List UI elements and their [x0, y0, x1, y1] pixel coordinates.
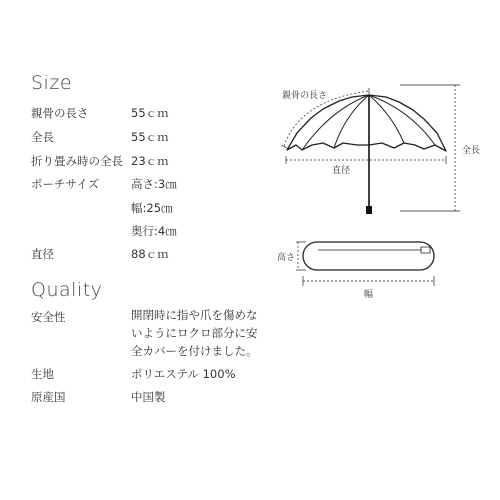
total-length-label: 全長	[462, 146, 481, 156]
size-value-total-length: 55ｃｍ	[131, 130, 169, 144]
size-label-rib-length: 親骨の長さ	[31, 106, 89, 120]
pouch-width-label: 幅	[364, 290, 374, 300]
diameter-label: 直径	[332, 166, 351, 176]
umbrella-handle	[366, 206, 372, 214]
umbrella-canopy-outline	[287, 95, 446, 151]
pouch-height-label: 高さ	[277, 253, 296, 263]
quality-value-safety: 開閉時に指や爪を傷めないようにロクロ部分に安全カバーを付けました。	[131, 308, 258, 358]
size-value-pouch-width: 幅:25㎝	[131, 201, 173, 215]
size-heading: Size	[31, 72, 73, 94]
size-value-folded-length: 23ｃｍ	[131, 154, 169, 168]
size-value-pouch-height: 高さ:3㎝	[131, 177, 177, 191]
rib-length-label: 親骨の長さ	[282, 91, 328, 101]
quality-heading: Quality	[31, 279, 103, 301]
size-label-pouch-size: ポーチサイズ	[31, 177, 100, 191]
size-label-total-length: 全長	[31, 130, 54, 144]
quality-value-origin: 中国製	[131, 390, 166, 404]
quality-label-origin: 原産国	[31, 390, 66, 404]
size-value-diameter: 88ｃｍ	[131, 247, 169, 261]
size-value-rib-length: 55ｃｍ	[131, 106, 169, 120]
quality-value-fabric: ポリエステル 100%	[131, 367, 236, 381]
pouch-outline	[303, 242, 434, 270]
quality-label-safety: 安全性	[31, 310, 66, 324]
size-value-pouch-depth: 奥行:4㎝	[131, 224, 177, 238]
quality-label-fabric: 生地	[31, 367, 54, 381]
size-label-folded-length: 折り畳み時の全長	[31, 154, 123, 168]
size-label-diameter: 直径	[31, 247, 54, 261]
